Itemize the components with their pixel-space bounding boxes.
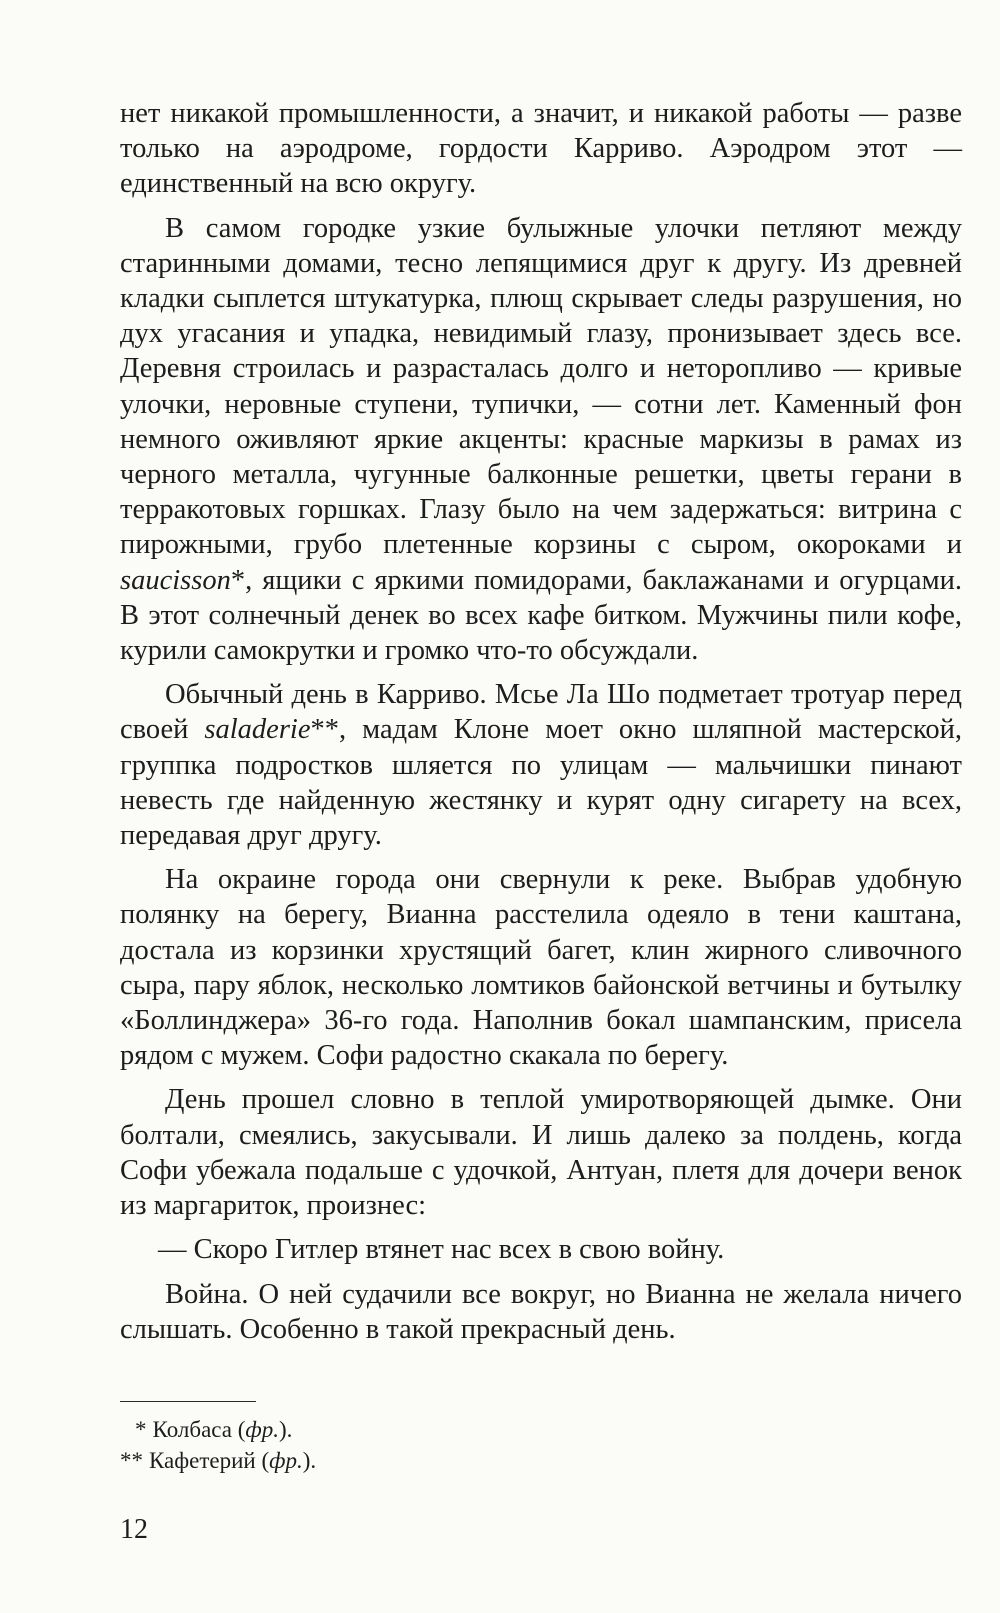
paragraph [120, 1277, 962, 1347]
text-run: Война. О ней судачили все вокруг, но Вианна не желала ничего слышать. Особенно в такой прекрасный день. [120, 1278, 962, 1345]
body-text [120, 96, 962, 1347]
footnote-2: ** Кафетерий (фр.). [120, 1448, 317, 1473]
footnote-text: Колбаса [152, 1417, 232, 1442]
text-run: На окраине города они свернули к реке. Выбрав удобную полянку на берегу, Вианна расстелила одеяло в тени каштана, достала из корзинки хрустящий багет, клин жирного сливочного сыра, пару яблок, несколько ломтиков байонской ветчины и бутылку «Боллинджера» 36-го года. Наполнив бокал шампанским, присела рядом с мужем. Софи радостно скакала по берегу. [120, 864, 962, 1072]
footnote-text: Кафетерий [149, 1448, 256, 1473]
paragraph [120, 677, 962, 853]
paragraph [120, 211, 962, 669]
paragraph [120, 1082, 962, 1223]
italic-foreign-word: saladerie [204, 714, 311, 746]
paragraph [120, 1232, 962, 1267]
text-run: В самом городке узкие булыжные улочки петляют между старинными домами, тесно лепящимися друг к другу. Из древней кладки сыплется штукатурка, плющ скрывает следы разрушения, но дух угасания и упадка, невидимый глазу, пронизывает здесь все. Деревня строилась и разрасталась долго и неторопливо — кривые улочки, неровные ступени, тупички, — сотни лет. Каменный фон немного оживляют яркие акценты: красные маркизы в рамах из черного металла, чугунные балконные решетки, цветы герани в терракотовых горшках. Глазу было на чем задержаться: витрина с пирожными, грубо плетенные корзины с сыром, окороками и [120, 212, 962, 561]
book-page [120, 96, 962, 1576]
text-run: — Скоро Гитлер втянет нас всех в свою войну. [158, 1234, 725, 1266]
footnote-language: фр. [269, 1448, 303, 1473]
italic-foreign-word: saucisson [120, 564, 231, 596]
text-run: нет никакой промышленности, а значит, и никакой работы — разве только на аэродроме, гордости Карриво. Аэродром этот — единственный на всю округу. [120, 98, 962, 200]
footnotes [120, 1414, 962, 1476]
footnote-language: фр. [245, 1417, 279, 1442]
footnote-marker: ** [120, 1448, 143, 1473]
page-number: 12 [120, 1514, 148, 1545]
paragraph [120, 862, 962, 1073]
paragraph [120, 96, 962, 202]
text-run: Обычный день в Карриво. Мсье Ла Шо подметает тротуар перед своей [120, 679, 962, 746]
footnote-marker: * [135, 1417, 147, 1442]
text-run: *, ящики с яркими помидорами, баклажанами и огурцами. В этот солнечный денек во всех кафе битком. Мужчины пили кофе, курили самокрутки и громко что-то обсуждали. [120, 564, 962, 667]
text-run: **, мадам Клоне моет окно шляпной мастерской, группка подростков шляется по улицам — мальчишки пинают невесть где найденную жестянку и курят одну сигарету на всех, передавая друг другу. [120, 714, 962, 852]
footnote-divider [120, 1401, 256, 1402]
text-run: День прошел словно в теплой умиротворяющей дымке. Они болтали, смеялись, закусывали. И лишь далеко за полдень, когда Софи убежала подальше с удочкой, Антуан, плетя для дочери венок из маргариток, произнес: [120, 1084, 962, 1222]
footnote-1: * Колбаса (фр.). [120, 1414, 962, 1445]
